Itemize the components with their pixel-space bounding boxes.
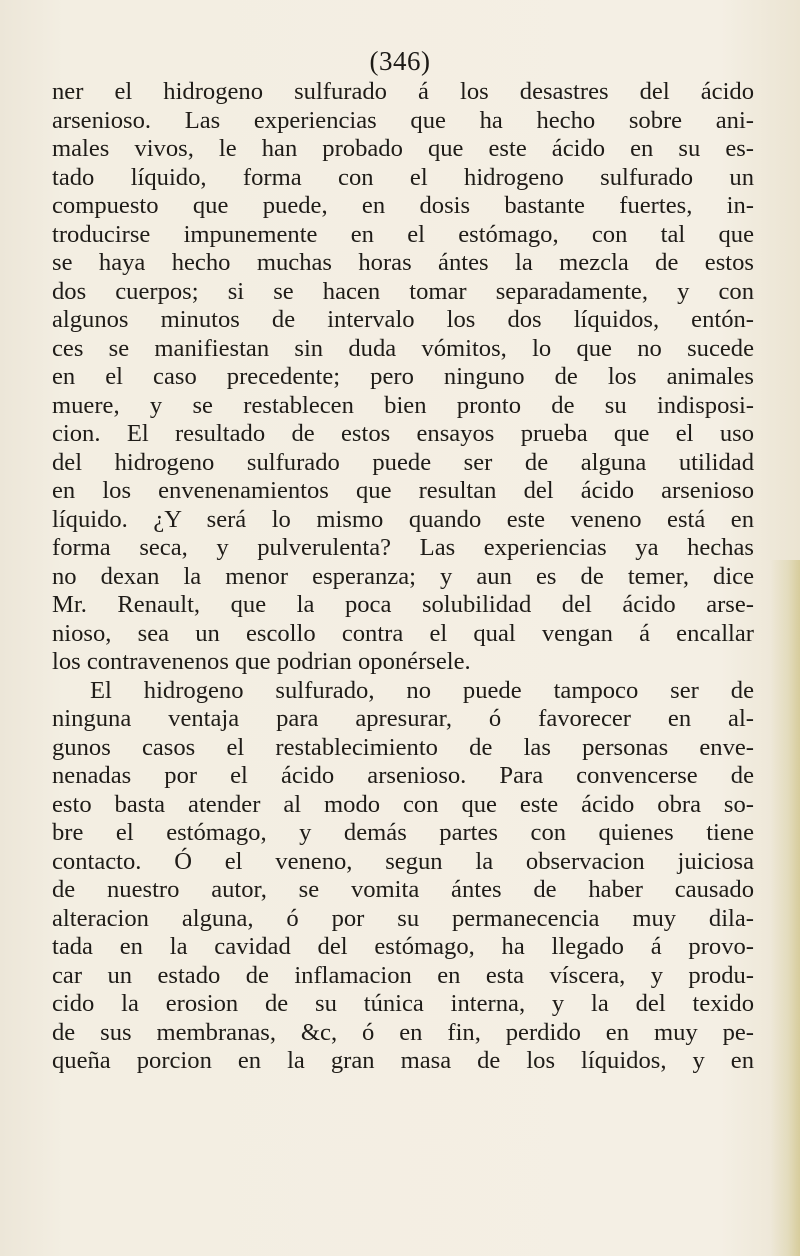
text-line-9: algunos minutos de intervalo los dos líquidos, entón- [52,306,754,333]
page-edge-stain [770,560,800,1256]
body-text [52,78,754,1076]
text-line-3: males vivos, le han probado que este ácido en su es- [52,135,754,162]
text-line-5: compuesto que puede, en dosis bastante fuertes, in- [52,192,754,219]
text-line-17: forma seca, y pulverulenta? Las experiencias ya hechas [52,534,754,561]
text-line-34: de sus membranas, &c, ó en fin, perdido en muy pe- [52,1018,754,1046]
text-line-10: ces se manifiestan sin duda vómitos, lo que no sucede [52,334,754,362]
text-line-19: Mr. Renault, que la poca solubilidad del ácido arse- [52,591,754,618]
text-line-22: El hidrogeno sulfurado, no puede tampoco ser de [90,676,754,704]
text-line-24: gunos casos el restablecimiento de las personas enve- [52,733,754,761]
text-line-26: esto basta atender al modo con que este ácido obra so- [52,790,754,818]
text-line-13: cion. El resultado de estos ensayos prueba que el uso [52,420,754,447]
text-line-12: muere, y se restablecen bien pronto de su indisposi- [52,391,754,419]
text-line-31: tada en la cavidad del estómago, ha llegado á provo- [52,933,754,960]
text-line-18: no dexan la menor esperanza; y aun es de temer, dice [52,562,754,590]
text-line-33: cido la erosion de su túnica interna, y la del texido [52,990,754,1017]
text-line-6: troducirse impunemente en el estómago, con tal que [52,220,754,248]
text-line-4: tado líquido, forma con el hidrogeno sulfurado un [52,163,754,191]
text-line-25: nenadas por el ácido arsenioso. Para convencerse de [52,762,754,789]
text-line-8: dos cuerpos; si se hacen tomar separadamente, y con [52,277,754,305]
text-line-14: del hidrogeno sulfurado puede ser de alguna utilidad [52,448,754,476]
text-line-20: nioso, sea un escollo contra el qual vengan á encallar [52,619,754,647]
text-line-15: en los envenenamientos que resultan del ácido arsenioso [52,477,754,504]
text-line-7: se haya hecho muchas horas ántes la mezcla de estos [52,249,754,276]
text-line-29: de nuestro autor, se vomita ántes de haber causado [52,876,754,903]
text-line-30: alteracion alguna, ó por su permanecencia muy dila- [52,904,754,932]
text-line-27: bre el estómago, y demás partes con quienes tiene [52,819,754,846]
text-line-11: en el caso precedente; pero ninguno de los animales [52,363,754,390]
text-line-1: ner el hidrogeno sulfurado á los desastres del ácido [52,78,754,105]
text-line-16: líquido. ¿Y será lo mismo quando este veneno está en [52,505,754,533]
text-line-35: queña porcion en la gran masa de los líquidos, y en [52,1047,754,1074]
text-line-21: los contravenenos que podrian oponérsele. [52,648,471,675]
text-line-2: arsenioso. Las experiencias que ha hecho sobre ani- [52,106,754,134]
text-line-28: contacto. Ó el veneno, segun la observacion juiciosa [52,847,754,875]
text-line-32: car un estado de inflamacion en esta víscera, y produ- [52,961,754,989]
page-number: (346) [369,46,431,76]
text-line-23: ninguna ventaja para apresurar, ó favorecer en al- [52,705,754,732]
